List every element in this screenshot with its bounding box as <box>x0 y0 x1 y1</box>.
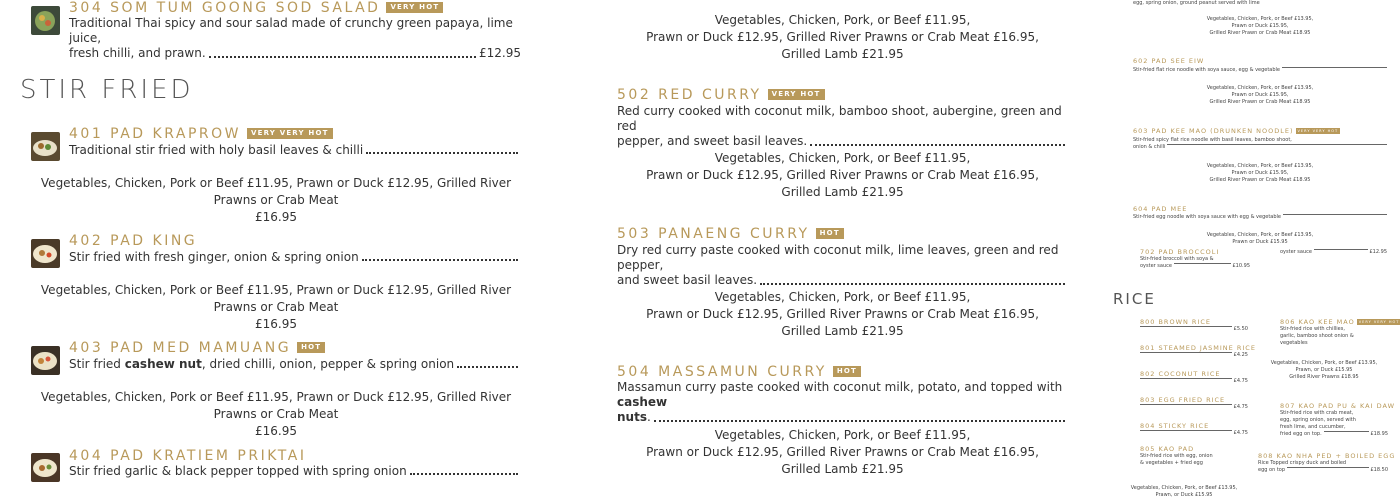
dish-403-prices: Vegetables, Chicken, Pork or Beef £11.95, Prawn or Duck £12.95, Grilled River Prawns or Crab Meat £16.95 <box>40 390 512 438</box>
dish-502-description: Red curry cooked with coconut milk, bamboo shoot, aubergine, green and red pepper, and sweet basil leaves. <box>617 104 1068 149</box>
dish-604-title: 604 PAD MEE <box>1133 205 1188 213</box>
dish-603-description: Stir-fried spicy flat rice noodle with basil leaves, bamboo shoot, onion & chilli <box>1133 137 1387 151</box>
dish-503-description: Dry red curry paste cooked with coconut milk, lime leaves, green and red pepper, and sweet basil leaves. <box>617 243 1068 288</box>
rice-list: 800 BROWN RICE £5.50 801 STEAMED JASMINE RICE £4.25 802 COCONUT RICE £4.75 803 EGG FRIED RICE £4.75 804 STICKY RICE £4.75 805 KAO PAD Stir-fried rice with egg, onion & vegetables + fried egg <box>1140 318 1256 466</box>
dish-304-price: £12.95 <box>479 46 521 60</box>
dish-503-prices: Vegetables, Chicken, Pork, or Beef £11.95, Prawn or Duck £12.95, Grilled River Prawns or Crab Meat £16.95, Grilled Lamb £21.95 <box>646 290 1039 338</box>
very-very-hot-badge: VERY VERY HOT <box>1297 129 1339 133</box>
dish-404-photo <box>31 453 60 482</box>
dish-402-description: Stir fried with fresh ginger, onion & spring onion <box>69 250 521 264</box>
dish-402-photo <box>31 239 60 268</box>
dish-604-prices: Vegetables, Chicken, Pork, or Beef £13.95, Prawn or Duck £15.95 <box>1206 232 1314 245</box>
hot-badge: HOT <box>816 228 844 239</box>
dish-401-description: Traditional stir fried with holy basil leaves & chilli <box>69 143 521 157</box>
section-title-rice: RICE <box>1113 290 1156 308</box>
dish-403-description: Stir fried cashew nut, dried chilli, onion, pepper & spring onion <box>69 357 521 371</box>
rice-list-right: 806 KAO KEE MAO VERY VERY HOT Stir-fried rice with chillies, garlic, bamboo shoot onion & vegetables <box>1280 318 1400 346</box>
dish-304-photo <box>31 6 60 35</box>
hot-badge: HOT <box>297 342 325 353</box>
rice-806-prices: Vegetables, Chicken, Pork, or Beef £13.95, Prawn, or Duck £15.95 Grilled River Prawns £18.95 <box>1270 360 1378 380</box>
dish-401-prices: Vegetables, Chicken, Pork or Beef £11.95, Prawn or Duck £12.95, Grilled River Prawns or Crab Meat £16.95 <box>40 176 512 224</box>
dish-702-card: 702 PAD BROCCOLI Stir-fried broccoli with soya & oyster sauce £10.95 <box>1140 248 1250 269</box>
dish-403-photo <box>31 346 60 375</box>
rice-805-prices: Vegetables, Chicken, Pork, or Beef £13.95, Prawn, or Duck £15.95 <box>1130 485 1238 498</box>
dish-403-title: 403 PAD MED MAMUANG HOT <box>69 340 325 356</box>
dish-602-prices: Vegetables, Chicken, Pork, or Beef £13.95, Prawn or Duck £15.95, Grilled River Prawn or Crab Meat £18.95 <box>1206 85 1314 105</box>
very-hot-badge: VERY HOT <box>768 89 825 100</box>
dish-602-title: 602 PAD SEE EIW <box>1133 57 1205 65</box>
rice-808: 808 KAO NHA PED + BOILED EGG Rice Topped crispy duck and boiled egg on top £18.50 <box>1258 452 1396 473</box>
hot-badge: HOT <box>833 366 861 377</box>
dish-304-title: 304 SOM TUM GOONG SOD SALAD VERY HOT <box>69 0 443 16</box>
noodle-601-description: egg, spring onion, ground peanut served with lime <box>1133 0 1260 6</box>
dish-504-title: 504 MASSAMUN CURRY HOT <box>617 364 861 380</box>
dish-401-title: 401 PAD KRAPROW VERY VERY HOT <box>69 126 333 142</box>
curry-501-prices: Vegetables, Chicken, Pork, or Beef £11.95, Prawn or Duck £12.95, Grilled River Prawns or Crab Meat £16.95, Grilled Lamb £21.95 <box>646 13 1039 61</box>
dish-604-description: Stir-fried egg noodle with soya sauce with egg & vegetable <box>1133 214 1387 221</box>
noodle-601-prices: Vegetables, Chicken, Pork, or Beef £13.95, Prawn or Duck £15.95, Grilled River Prawn or Crab Meat £18.95 <box>1206 16 1314 36</box>
very-very-hot-badge: VERY VERY HOT <box>247 128 333 139</box>
dish-603-title: 603 PAD KEE MAO (DRUNKEN NOODLE) VERY VERY HOT <box>1133 127 1339 135</box>
dish-404-title: 404 PAD KRATIEM PRIKTAI <box>69 448 307 464</box>
dish-502-title: 502 RED CURRY VERY HOT <box>617 87 825 103</box>
dish-602-description: Stir-fried flat rice noodle with soya sauce, egg & vegetable <box>1133 67 1387 74</box>
rice-807: 807 KAO PAD PU & KAI DAW Stir-fried rice with crab meat, egg, spring onion, served with fresh lime, and cucumber, fried egg on top. £18.95 <box>1280 402 1396 437</box>
dish-504-description: Massamun curry paste cooked with coconut milk, potato, and topped with cashew nuts. <box>617 380 1068 425</box>
dish-502-prices: Vegetables, Chicken, Pork, or Beef £11.95, Prawn or Duck £12.95, Grilled River Prawns or Crab Meat £16.95, Grilled Lamb £21.95 <box>646 151 1039 199</box>
dish-404-description: Stir fried garlic & black pepper topped with spring onion <box>69 464 521 478</box>
dish-304-description: Traditional Thai spicy and sour salad made of crunchy green papaya, lime juice, fresh chilli, and prawn. £12.95 <box>69 16 521 60</box>
dish-504-prices: Vegetables, Chicken, Pork, or Beef £11.95, Prawn or Duck £12.95, Grilled River Prawns or Crab Meat £16.95, Grilled Lamb £21.95 <box>646 428 1039 476</box>
section-title-stir-fried: STIR FRIED <box>20 75 194 105</box>
dish-402-prices: Vegetables, Chicken, Pork or Beef £11.95, Prawn or Duck £12.95, Grilled River Prawns or Crab Meat £16.95 <box>40 283 512 331</box>
dish-402-title: 402 PAD KING <box>69 233 198 249</box>
dish-503-title: 503 PANAENG CURRY HOT <box>617 226 844 242</box>
very-hot-badge: VERY HOT <box>386 2 443 13</box>
oyster-fragment: oyster sauce £12.95 <box>1280 249 1387 255</box>
dish-603-prices: Vegetables, Chicken, Pork, or Beef £13.95, Prawn or Duck £15.95, Grilled River Prawn or Crab Meat £18.95 <box>1206 163 1314 183</box>
dish-401-photo <box>31 132 60 161</box>
